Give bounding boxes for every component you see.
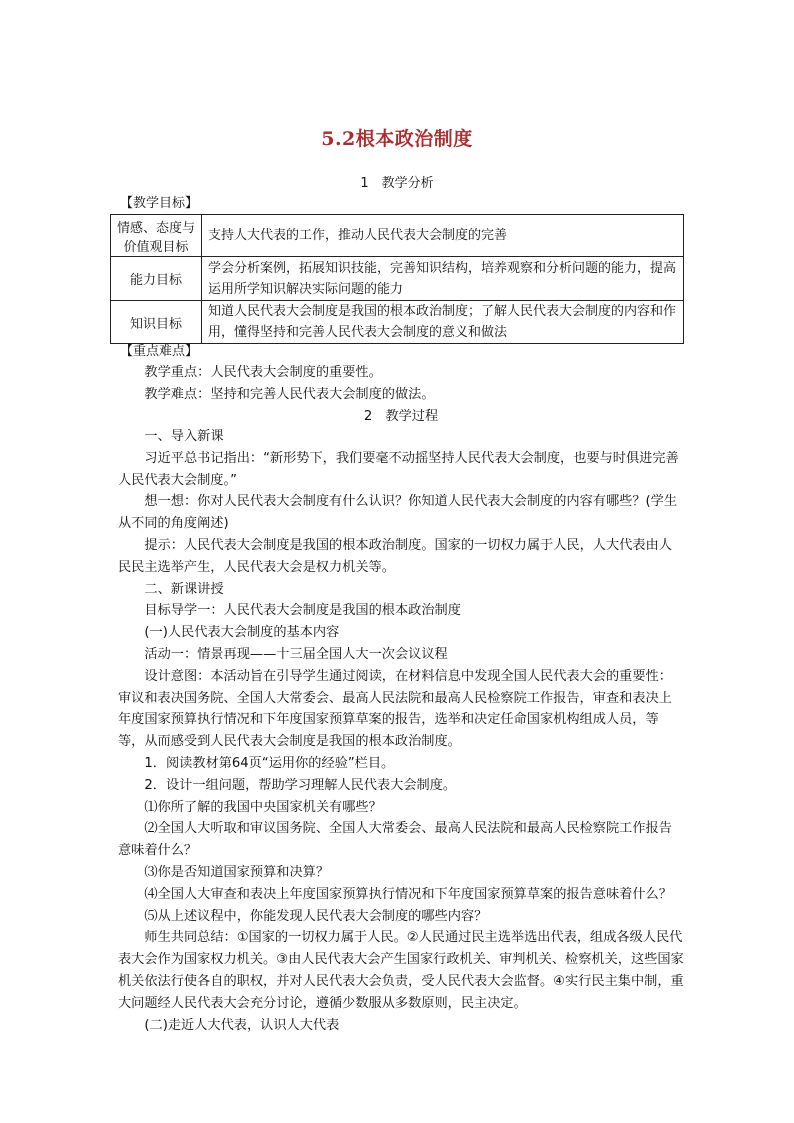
paragraph: 设计意图：本活动旨在引导学生通过阅读，在材料信息中发现全国人民代表大会的重要性：审议和表决国务院、全国人大常委会、最高人民法院和最高人民检察院工作报告，审查和表决上年度国家预算执行情况和下年度国家预算草案的报告，选举和决定任命国家机构组成人员，等等，从而感受到人民代表大会制度是我国的根本政治制度。: [118, 668, 672, 750]
table-row: [111, 215, 684, 257]
section-heading-analysis: 1 教学分析: [360, 176, 434, 191]
paragraph: ⑵全国人大听取和审议国务院、全国人大常委会、最高人民法院和最高人民检察院工作报告意味着什么？: [118, 821, 672, 859]
paragraph: 1．阅读教材第64页“运用你的经验”栏目。: [144, 755, 395, 771]
goals-label: 【教学目标】: [120, 196, 199, 211]
goal-name-cell: 能力目标: [111, 257, 202, 301]
paragraph: 一、导入新课: [144, 429, 224, 444]
paragraph: ⑶你是否知道国家预算和决算？: [144, 864, 330, 880]
key-points-label: 【重点难点】: [120, 344, 199, 359]
table-row: [111, 257, 684, 301]
paragraph: 活动一：情景再现——十三届全国人大一次会议议程: [144, 646, 448, 662]
paragraph: ⑷全国人大审查和表决上年度国家预算执行情况和下年度国家预算草案的报告意味着什么？: [144, 886, 672, 902]
difficult-point: 教学难点：坚持和完善人民代表大会制度的做法。: [144, 386, 435, 402]
key-points-block: [118, 362, 684, 427]
page-title: 5.2根本政治制度: [321, 128, 473, 150]
table-row: [111, 301, 684, 344]
goal-content-cell: 知道人民代表大会制度是我国的根本政治制度；了解人民代表大会制度的内容和作用，懂得坚持和完善人民代表大会制度的意义和做法: [202, 301, 684, 344]
goal-content-cell: 学会分析案例，拓展知识技能，完善知识结构，培养观察和分析问题的能力，提高运用所学知识解决实际问题的能力: [202, 257, 684, 301]
goal-name-cell: 情感、态度与价值观目标: [111, 215, 202, 257]
paragraph: 习近平总书记指出：“新形势下，我们要毫不动摇坚持人民代表大会制度，也要与时俱进完善人民代表大会制度。”: [118, 450, 679, 488]
paragraph: (一)人民代表大会制度的基本内容: [144, 625, 340, 641]
key-point: 教学重点：人民代表大会制度的重要性。: [144, 365, 382, 380]
goal-content-cell: 支持人大代表的工作，推动人民代表大会制度的完善: [202, 215, 684, 257]
section-heading-process: 2 教学过程: [363, 408, 439, 424]
paragraph: 目标导学一：人民代表大会制度是我国的根本政治制度: [144, 603, 461, 619]
paragraph: (二)走近人大代表，认识人大代表: [144, 1017, 340, 1033]
lesson-body: [118, 426, 684, 1036]
paragraph: 提示：人民代表大会制度是我国的根本政治制度。国家的一切权力属于人民，人大代表由人民民主选举产生，人民代表大会是权力机关等。: [118, 537, 672, 575]
paragraph: 二、新课讲授: [144, 581, 224, 597]
goals-table: [110, 214, 684, 344]
goal-name-cell: 知识目标: [111, 301, 202, 344]
paragraph: ⑴你所了解的我国中央国家机关有哪些？: [144, 799, 382, 815]
paragraph: ⑸从上述议程中，你能发现人民代表大会制度的哪些内容？: [144, 908, 488, 924]
paragraph: 师生共同总结：①国家的一切权力属于人民。②人民通过民主选举选出代表，组成各级人民代表大会作为国家权力机关。③由人民代表大会产生国家行政机关、审判机关、检察机关，这些国家机关依法行使各自的职权，并对人民代表大会负责，受人民代表大会监督。④实行民主集中制，重大问题经人民代表大会充分讨论，遵循少数服从多数原则，民主决定。: [118, 930, 684, 1011]
paragraph: 想一想：你对人民代表大会制度有什么认识？你知道人民代表大会制度的内容有哪些？(学生从不同的角度阐述): [118, 494, 678, 532]
paragraph: 2．设计一组问题，帮助学习理解人民代表大会制度。: [144, 777, 457, 793]
